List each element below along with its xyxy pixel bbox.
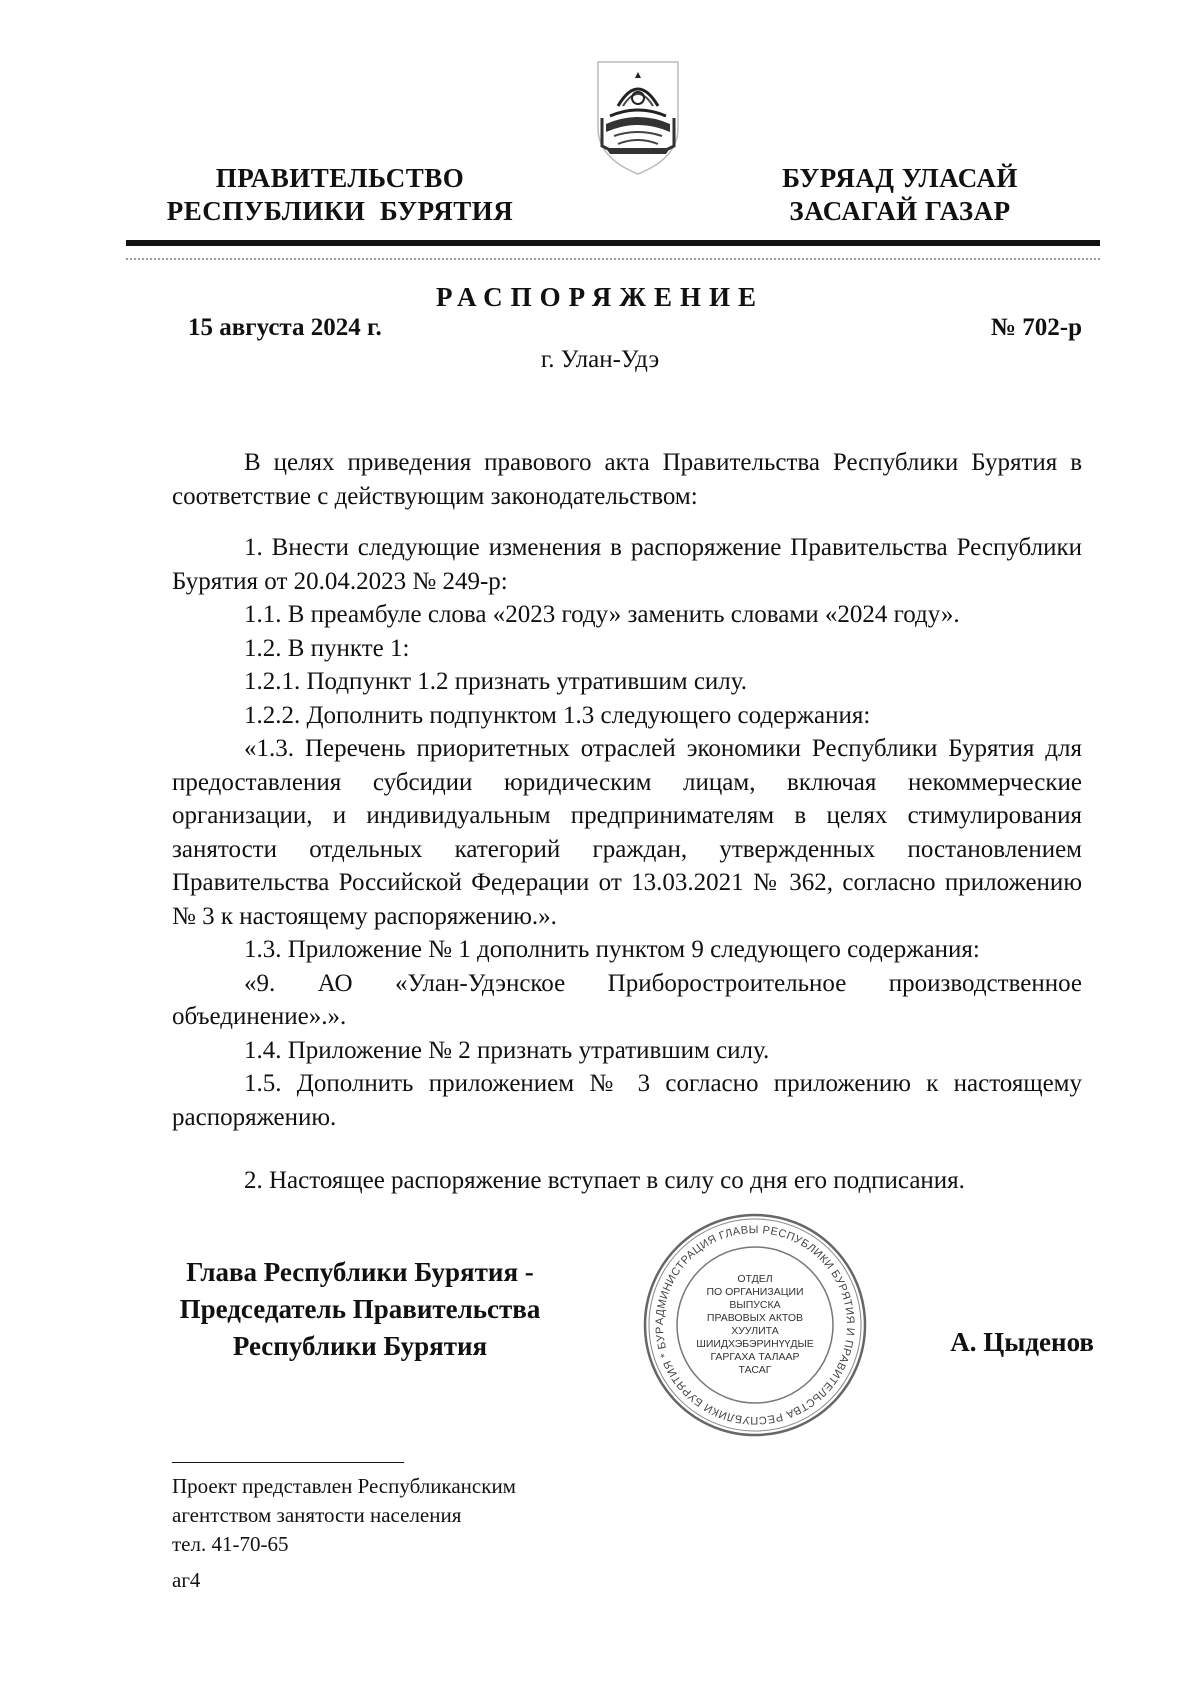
seal-center-text <box>640 1210 870 1440</box>
project-note-line-2: агентством занятости населения <box>172 1503 462 1527</box>
document-body <box>172 446 1082 1198</box>
seal-line-6: ШИИДХЭБЭРИНҮҮДЫЕ <box>696 1338 814 1350</box>
seal-line-7: ГАРГАХА ТАЛААР <box>710 1351 800 1363</box>
signatory-title-line-1: Глава Республики Бурятия - <box>186 1257 534 1287</box>
government-name-line-1: ПРАВИТЕЛЬСТВО <box>215 163 465 193</box>
seal-line-3: ВЫПУСКА <box>729 1299 781 1311</box>
seal-ring-text: АДМИНИСТРАЦИЯ ГЛАВЫ РЕСПУБЛИКИ БУРЯТИЯ И ПРАВИТЕЛЬСТВА РЕСПУБЛИКИ БУРЯТИЯ * БУР <box>653 1223 857 1427</box>
header-divider-thin <box>126 258 1100 260</box>
preamble-paragraph: В целях приведения правового акта Правительства Республики Бурятия в соответствие с действующим законодательством: <box>172 449 1082 510</box>
paragraph-1-2-1: 1.2.1. Подпункт 1.2 признать утратившим силу. <box>244 668 748 695</box>
document-type: РАСПОРЯЖЕНИЕ <box>435 282 765 312</box>
paragraph-1-5: 1.5. Дополнить приложением № 3 согласно приложению к настоящему распоряжению. <box>172 1070 1082 1131</box>
government-name-russian <box>140 162 540 228</box>
seal-line-5: ХУУЛИТА <box>731 1325 779 1337</box>
paragraph-1-4: 1.4. Приложение № 2 признать утратившим силу. <box>244 1036 770 1064</box>
paragraph-1-1: 1.1. В преамбуле слова «2023 году» заменить словами «2024 году». <box>244 601 960 628</box>
paragraph-1-2-2-text: «1.3. Перечень приоритетных отраслей экономики Республики Бурятия для предоставления субсидии юридическим лицам, включая некоммерческие организации, и индивидуальным предпринимателям в целях стимулирования занятости отдельных категорий граждан, утвержденных постановлением Правительства Российской Федерации от 13.03.2021 № 362, согласно приложению № 3 к настоящему распоряжению.». <box>172 735 1082 930</box>
seal-line-1: ОТДЕЛ <box>737 1273 773 1285</box>
paragraph-1-2-2: 1.2.2. Дополнить подпунктом 1.3 следующего содержания: <box>244 701 871 729</box>
project-note <box>172 1472 516 1559</box>
paragraph-2: 2. Настоящее распоряжение вступает в силу со дня его подписания. <box>244 1167 965 1194</box>
document-date: 15 августа 2024 г. <box>188 314 382 341</box>
paragraph-1-2: 1.2. В пункте 1: <box>244 634 410 662</box>
footnote-divider <box>172 1462 404 1463</box>
document-number: № 702-р <box>990 314 1082 341</box>
project-note-phone: тел. 41-70-65 <box>172 1532 289 1556</box>
seal-line-8: ТАСАГ <box>738 1364 772 1376</box>
government-name-buryat <box>730 162 1070 228</box>
signatory-name: А. Цыденов <box>950 1327 1094 1357</box>
seal-line-4: ПРАВОВЫХ АКТОВ <box>706 1312 804 1324</box>
document-code: аг4 <box>172 1568 201 1592</box>
government-name-buryat-line-1: БУРЯАД УЛАСАЙ <box>782 163 1018 193</box>
signatory-title-line-3: Республики Бурятия <box>232 1331 488 1361</box>
project-note-line-1: Проект представлен Республиканским <box>172 1474 516 1498</box>
header-divider-thick <box>126 240 1100 246</box>
government-name-line-2: РЕСПУБЛИКИ БУРЯТИЯ <box>166 196 514 226</box>
seal-line-2: ПО ОРГАНИЗАЦИИ <box>706 1286 804 1298</box>
signatory-title <box>150 1254 570 1365</box>
paragraph-1: 1. Внести следующие изменения в распоряжение Правительства Республики Бурятия от 20.04.2023 № 249-р: <box>172 534 1082 595</box>
paragraph-1-3-text: «9. АО «Улан-Удэнское Приборостроительное производственное объединение».». <box>172 969 1082 1030</box>
signatory-title-line-2: Председатель Правительства <box>179 1294 541 1324</box>
official-seal <box>640 1210 870 1440</box>
government-name-buryat-line-2: ЗАСАГАЙ ГАЗАР <box>789 196 1011 226</box>
document-city: г. Улан-Удэ <box>540 346 660 373</box>
paragraph-1-3: 1.3. Приложение № 1 дополнить пунктом 9 следующего содержания: <box>244 936 980 963</box>
coat-of-arms-emblem <box>592 58 684 178</box>
